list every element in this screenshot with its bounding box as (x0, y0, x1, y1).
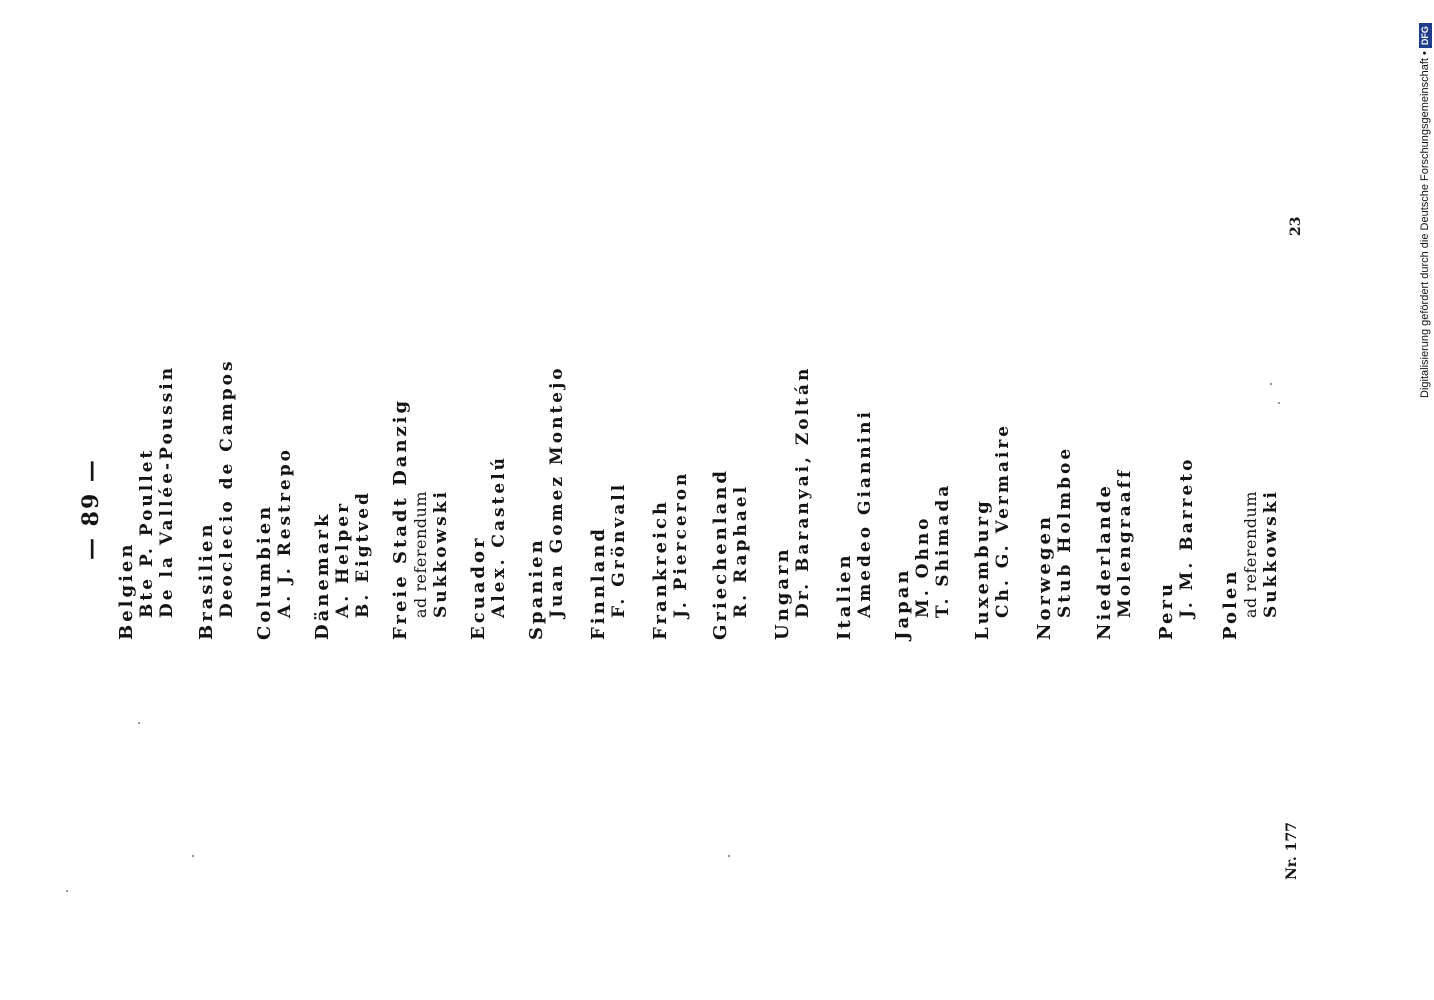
scan-speck (138, 722, 140, 724)
signer-name: Amedeo Giannini (855, 409, 875, 618)
country-name: Ecuador (468, 535, 489, 640)
signer-name: Bte P. Poullet (137, 447, 157, 618)
signer-note: ad referendum (411, 490, 430, 618)
scan-speck (1270, 383, 1272, 385)
dfg-notice-line (1418, 23, 1432, 398)
country-name: Columbien (254, 503, 275, 640)
signature-mark: 23 (1288, 216, 1304, 236)
scan-speck (192, 855, 194, 857)
signatory-block-belgien (116, 365, 177, 640)
signer-name: M. Ohno (913, 515, 933, 618)
country-name: Belgien (116, 541, 137, 640)
signer-name: Dr. Baranyai, Zoltán (793, 365, 813, 618)
signatory-block-norwegen (1034, 446, 1075, 640)
signatory-list (110, 358, 1013, 910)
country-name: Griechenland (710, 468, 731, 640)
signer-name: A. Helper (333, 500, 353, 618)
scan-speck (728, 855, 730, 857)
country-name: Japan (892, 567, 913, 640)
country-name: Dänemark (312, 511, 333, 640)
signer-name: A. J. Restrepo (275, 447, 295, 618)
signer-name: Alex. Castelú (489, 454, 509, 618)
country-name: Niederlande (1094, 483, 1115, 640)
signatory-block-finnland (588, 482, 629, 640)
signer-name: B. Eigtved (353, 490, 373, 618)
country-name: Ungarn (772, 546, 793, 640)
scan-speck (1278, 402, 1280, 404)
signer-name: Ch. G. Vermaire (993, 422, 1013, 618)
footer-document-number: Nr. 177 (1284, 822, 1300, 880)
country-name: Frankreich (650, 499, 671, 640)
signer-name: Deoclecio de Campos (217, 358, 237, 618)
signatory-block-danzig (390, 398, 451, 640)
signer-name: Molengraaff (1115, 467, 1135, 618)
signer-name: R. Raphael (731, 483, 751, 618)
signatory-list-continued (1034, 445, 1324, 910)
signer-note: ad referendum (1241, 490, 1260, 618)
signatory-block-spanien (526, 365, 567, 640)
scan-speck (66, 890, 68, 892)
signatory-block-columbien (254, 447, 295, 640)
signatory-block-ecuador (468, 455, 509, 640)
signer-name: Juan Gomez Montejo (547, 365, 567, 618)
country-name: Peru (1156, 580, 1177, 640)
country-name: Norwegen (1034, 513, 1055, 640)
dfg-logo: DFG (1419, 23, 1432, 48)
signatory-block-frankreich (650, 471, 691, 640)
signer-name: J. M. Barreto (1177, 456, 1197, 618)
signatory-block-japan (892, 483, 953, 640)
signer-name: De la Vallée-Poussin (157, 364, 177, 618)
country-name: Spanien (526, 537, 547, 640)
signatory-block-ungarn (772, 366, 813, 640)
dfg-funding-notice (1418, 8, 1434, 398)
signatory-block-italien (834, 409, 875, 640)
signer-name: F. Grönvall (609, 481, 629, 618)
signatory-block-daenemark (312, 490, 373, 640)
signatory-block-niederlande (1094, 468, 1135, 640)
signer-name: Stub Holmboe (1055, 445, 1075, 618)
country-name: Freie Stadt Danzig (390, 397, 411, 640)
country-name: Italien (834, 552, 855, 640)
dfg-notice-text: Digitalisierung gefördert durch die Deutsche Forschungsgemeinschaft • (1419, 51, 1431, 398)
signatory-block-polen (1220, 489, 1281, 640)
signer-name: Sukkowski (431, 489, 451, 618)
page-number: — 89 — (78, 458, 104, 560)
country-name: Finnland (588, 526, 609, 640)
signatory-block-luxemburg (972, 423, 1013, 640)
signer-name: J. Pierceron (671, 470, 691, 618)
country-name: Brasilien (196, 521, 217, 640)
signatory-block-peru (1156, 456, 1197, 640)
signer-name: T. Shimada (933, 482, 953, 618)
signatory-block-brasilien (196, 358, 237, 640)
signatory-block-griechenland (710, 468, 751, 640)
signer-name: Sukkowski (1261, 489, 1281, 618)
country-name: Luxemburg (972, 498, 993, 640)
country-name: Polen (1220, 568, 1241, 640)
